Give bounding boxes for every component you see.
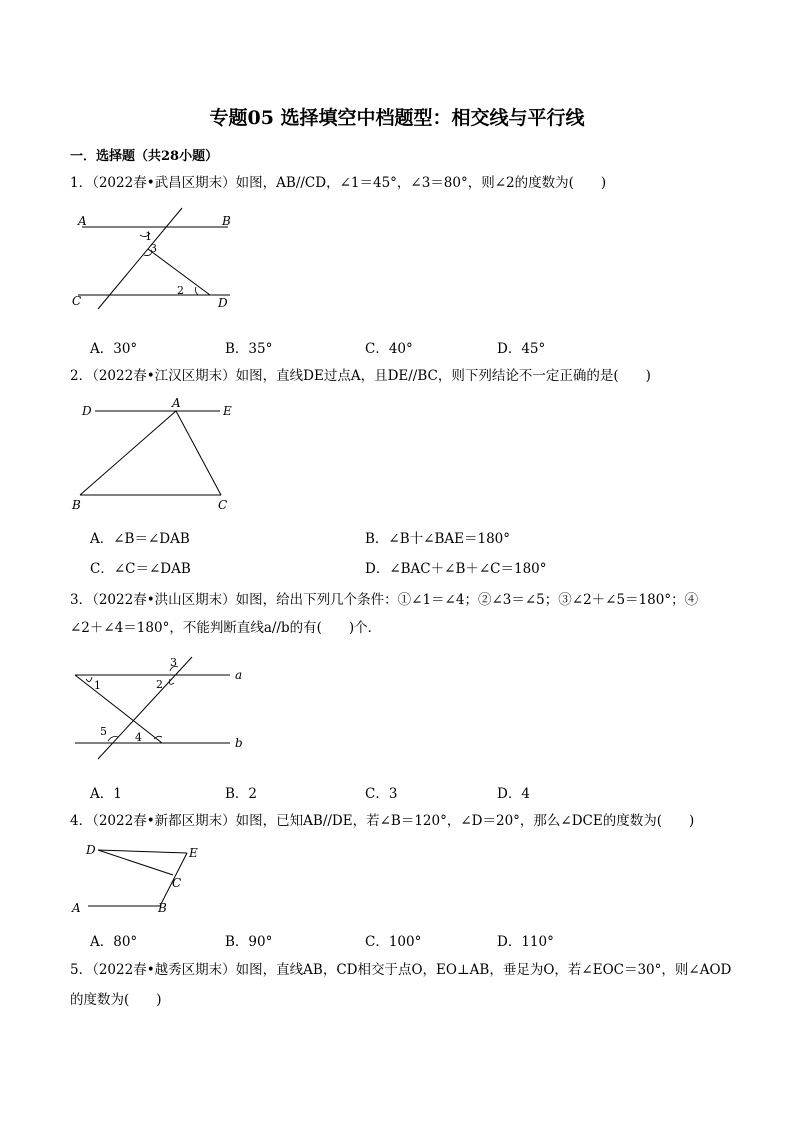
question-5-stem-line2: 的度数为( ) (70, 992, 162, 1008)
q3-option-c[interactable]: C．3 (365, 786, 398, 802)
angle-1-arc (86, 677, 92, 682)
q2-option-d[interactable]: D．∠BAC＋∠B＋∠C＝180° (365, 561, 547, 577)
label-d: D (218, 296, 228, 310)
label-b: B (222, 214, 231, 228)
transversal (98, 208, 182, 309)
question-2-stem: 2．（2022春•江汉区期末）如图，直线DE过点A，且DE//BC，则下列结论不一定正确的是( ) (70, 368, 651, 384)
q4-option-d[interactable]: D．110° (497, 934, 554, 950)
label-b: B (158, 901, 167, 915)
question-4-stem: 4．（2022春•新都区期末）如图，已知AB//DE，若∠B＝120°，∠D＝20°，那么∠DCE的度数为( ) (70, 813, 695, 829)
segment-ab (80, 411, 176, 495)
q2-option-b[interactable]: B．∠B十∠BAE＝180° (365, 531, 511, 547)
label-angle-3: 3 (170, 656, 177, 669)
q2-option-c[interactable]: C．∠C＝∠DAB (90, 561, 191, 577)
label-angle-3: 3 (150, 242, 157, 255)
transversal-1 (75, 675, 162, 743)
angle-2-arc (170, 679, 175, 684)
label-angle-4: 4 (135, 731, 142, 744)
question-5-stem-line1: 5．（2022春•越秀区期末）如图，直线AB，CD相交于点O，EO⊥AB，垂足为O，若∠EOC＝30°，则∠AOD (70, 962, 732, 978)
label-c: C (72, 294, 82, 308)
segment-dc (98, 850, 173, 875)
label-e: E (189, 846, 198, 860)
q4-option-a[interactable]: A．80° (90, 934, 138, 950)
angle-2-arc (195, 287, 198, 295)
question-2-figure (70, 395, 245, 515)
q2-option-a[interactable]: A．∠B＝∠DAB (90, 531, 190, 547)
q4-option-b[interactable]: B．90° (225, 934, 273, 950)
page-title: 专题05 选择填空中档题型：相交线与平行线 (209, 107, 585, 129)
segment-de (98, 850, 187, 853)
section-heading: 一．选择题（共28小题） (70, 149, 219, 164)
question-3-figure (70, 655, 250, 765)
label-d: D (86, 843, 96, 857)
q1-option-c[interactable]: C．40° (365, 341, 413, 357)
q1-option-d[interactable]: D．45° (497, 341, 546, 357)
label-angle-1: 1 (94, 679, 101, 692)
q4-option-c[interactable]: C．100° (365, 934, 422, 950)
label-angle-5: 5 (100, 725, 107, 738)
q3-option-d[interactable]: D．4 (497, 786, 530, 802)
label-e: E (223, 404, 232, 418)
label-d: D (82, 404, 92, 418)
label-angle-2: 2 (177, 284, 184, 297)
q1-option-b[interactable]: B．35° (225, 341, 273, 357)
label-angle-2: 2 (156, 678, 163, 691)
segment-ac (176, 411, 221, 495)
label-a: A (78, 214, 87, 228)
label-line-b: b (235, 736, 243, 750)
label-line-a: a (235, 668, 243, 682)
angle-4-arc (154, 736, 162, 739)
label-a: A (172, 396, 181, 410)
question-1-figure (70, 205, 240, 315)
label-a: A (72, 901, 81, 915)
label-c: C (172, 876, 182, 890)
q1-option-a[interactable]: A．30° (90, 341, 138, 357)
question-1-stem: 1．（2022春•武昌区期末）如图，AB//CD，∠1＝45°，∠3＝80°，则∠2的度数为( ) (70, 175, 607, 191)
label-angle-1: 1 (145, 230, 152, 243)
label-b: B (72, 498, 81, 512)
q3-option-b[interactable]: B．2 (225, 786, 258, 802)
transversal-2 (98, 657, 192, 759)
label-c: C (218, 498, 228, 512)
q3-option-a[interactable]: A．1 (90, 786, 122, 802)
question-3-stem-line2: ∠2＋∠4＝180°，不能判断直线a//b的有( )个． (70, 620, 382, 636)
question-4-figure (70, 840, 210, 920)
question-3-stem-line1: 3．（2022春•洪山区期末）如图，给出下列几个条件：①∠1＝∠4；②∠3＝∠5；③∠2＋∠5＝180°；④ (70, 592, 699, 608)
